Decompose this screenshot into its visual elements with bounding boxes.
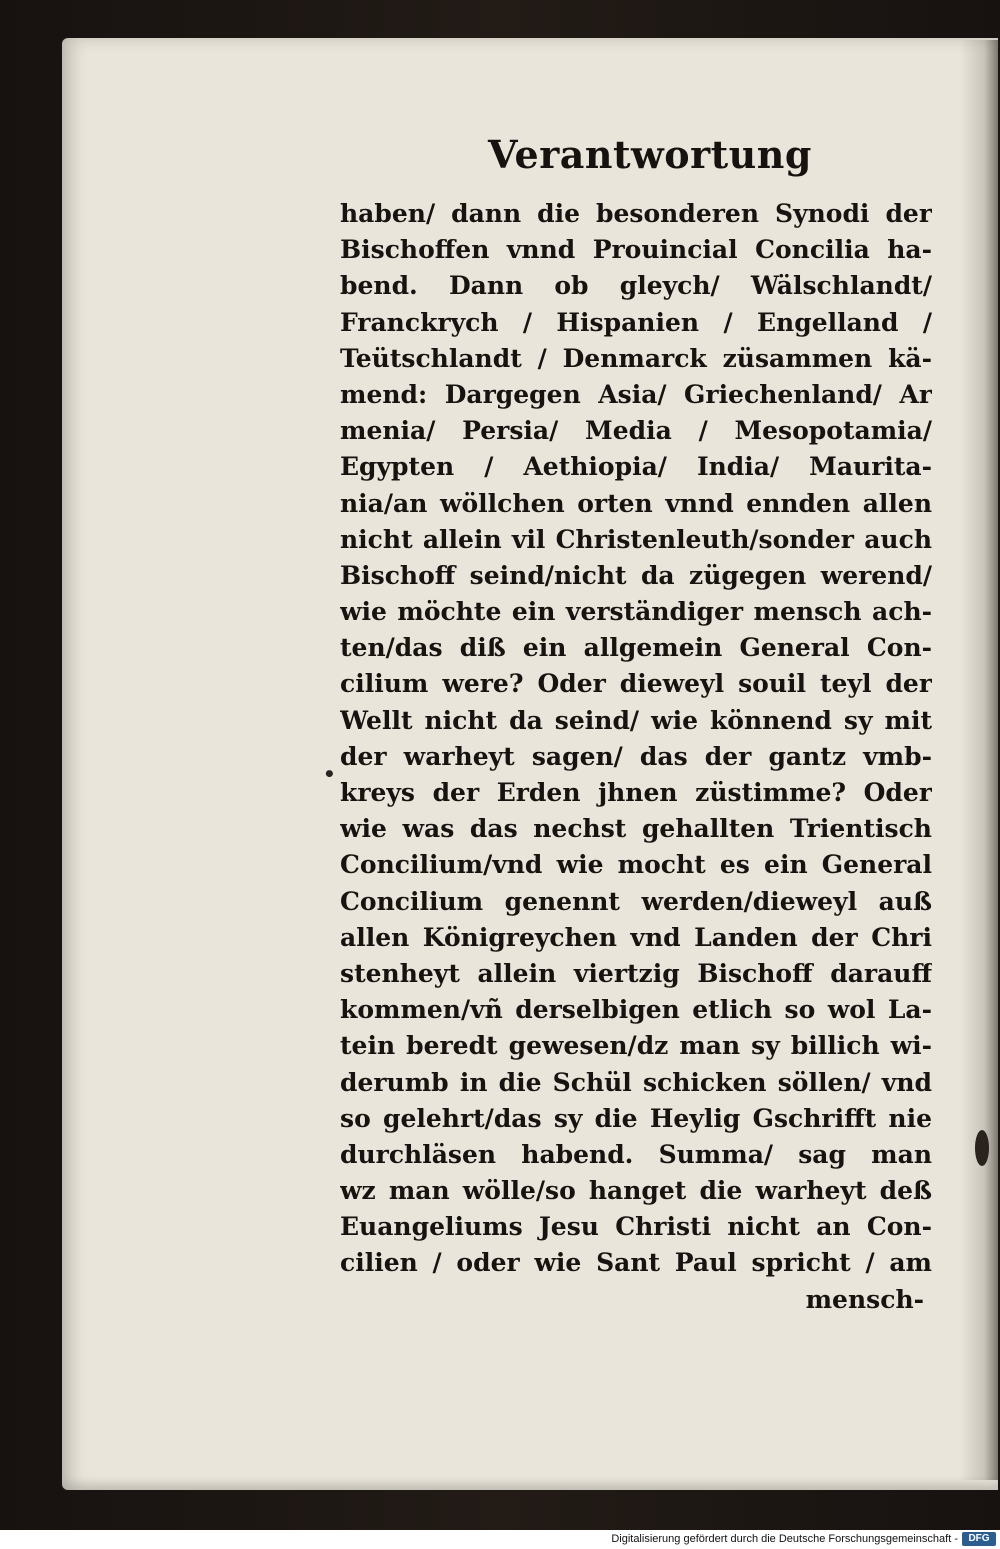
text-line: Concilium/vnd wie mocht es ein General bbox=[340, 850, 932, 880]
text-line: haben/ dann die besonderen Synodi der bbox=[340, 199, 932, 228]
text-line: Egypten / Aethiopia/ India/ Maurita- bbox=[340, 452, 932, 482]
text-line: kreys der Erden jhnen züstimme? Oder bbox=[340, 778, 932, 807]
text-line: wz man wölle/so hanget die warheyt deß bbox=[340, 1176, 932, 1206]
text-line: Bischoffen vnnd Prouincial Concilia ha- bbox=[340, 235, 932, 265]
text-line: wie was das nechst gehallten Trientisch bbox=[340, 814, 932, 844]
text-line: kommen/vñ derselbigen etlich so wol La- bbox=[340, 995, 932, 1025]
text-line: wie möchte ein verständiger mensch ach- bbox=[340, 597, 932, 627]
text-line: Concilium genennt werden/dieweyl auß bbox=[340, 886, 932, 916]
text-line: derumb in die Schül schicken söllen/ vnd bbox=[340, 1067, 932, 1097]
text-line: Franckrych / Hispanien / Engelland / bbox=[340, 307, 932, 337]
margin-mark: • bbox=[323, 762, 336, 786]
footer-credit: Digitalisierung gefördert durch die Deutsche Forschungsgemeinschaft - bbox=[611, 1533, 958, 1545]
text-line: mensch- bbox=[805, 1284, 924, 1314]
text-line: cilium were? Oder dieweyl souil teyl der bbox=[340, 669, 932, 699]
text-line: tein beredt gewesen/dz man sy billich wi- bbox=[340, 1031, 932, 1061]
text-line: stenheyt allein viertzig Bischoff darauff bbox=[340, 958, 932, 988]
text-line: allen Königreychen vnd Landen der Chri bbox=[340, 922, 932, 952]
text-line: Euangeliums Jesu Christi nicht an Con- bbox=[340, 1212, 932, 1242]
text-line: nicht allein vil Christenleuth/sonder auch bbox=[340, 524, 932, 554]
text-line: so gelehrt/das sy die Heylig Gschrifft nie bbox=[340, 1103, 932, 1133]
text-line: cilien / oder wie Sant Paul spricht / am bbox=[340, 1248, 932, 1278]
text-line: menia/ Persia/ Media / Mesopotamia/ bbox=[340, 416, 932, 446]
binding-hole bbox=[975, 1130, 989, 1166]
text-line: durchläsen habend. Summa/ sag man bbox=[340, 1139, 932, 1169]
running-head: Verantwortung bbox=[488, 132, 812, 177]
text-line: Wellt nicht da seind/ wie könnend sy mit bbox=[340, 705, 932, 735]
text-line: Teütschlandt / Denmarck züsammen kä- bbox=[340, 343, 932, 373]
footer-bar bbox=[0, 1530, 1000, 1549]
text-line: bend. Dann ob gleych/ Wälschlandt/ bbox=[340, 271, 932, 301]
text-line: nia/an wöllchen orten vnnd ennden allen bbox=[340, 488, 932, 518]
body-text bbox=[340, 196, 932, 1318]
text-line: Bischoff seind/nicht da zügegen werend/ bbox=[340, 560, 932, 590]
text-line: mend: Dargegen Asia/ Griechenland/ Ar bbox=[340, 379, 932, 409]
page-edge-shadow bbox=[960, 40, 1000, 1480]
text-line: der warheyt sagen/ das der gantz vmb- bbox=[340, 741, 932, 771]
text-line: ten/das diß ein allgemein General Con- bbox=[340, 633, 932, 663]
dfg-logo: DFG bbox=[962, 1532, 996, 1546]
